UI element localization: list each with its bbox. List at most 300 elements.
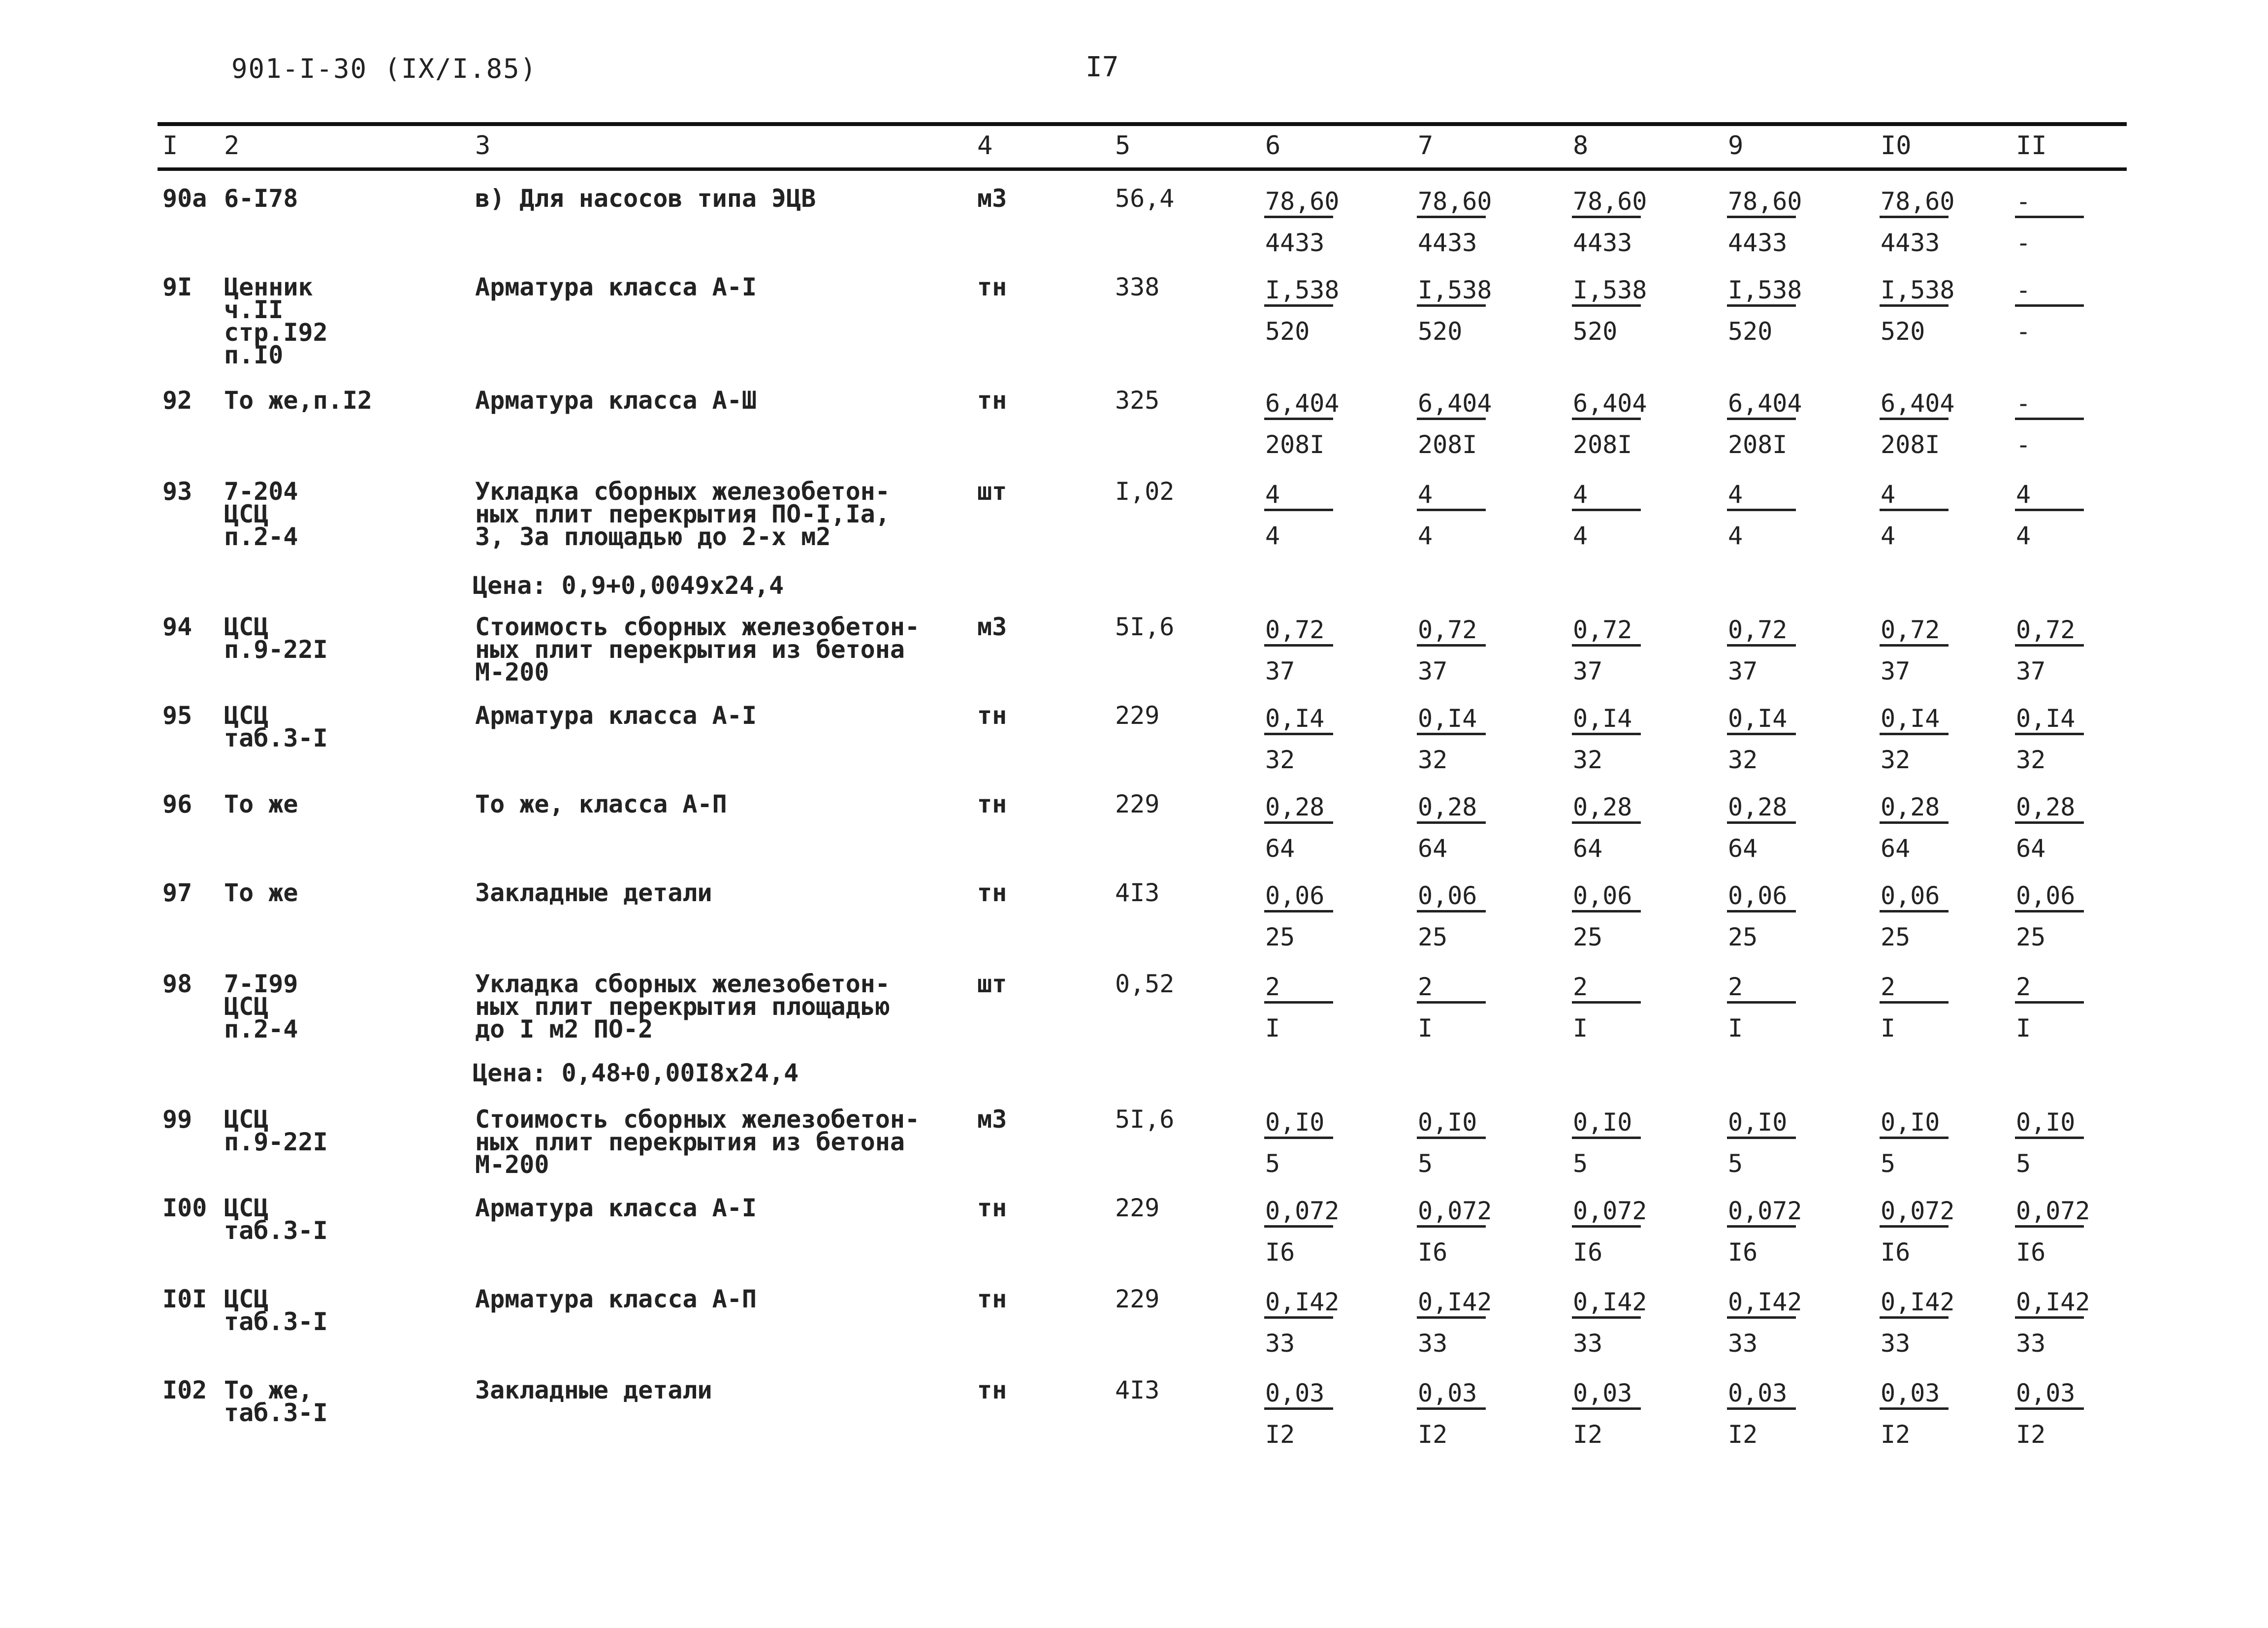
column-header-10: I0 xyxy=(1881,131,1912,161)
fraction-bar xyxy=(1880,1001,1949,1004)
fraction-bar xyxy=(2015,216,2084,218)
fraction-bar xyxy=(2015,910,2084,912)
column-header-2: 2 xyxy=(224,131,240,161)
value-denominator: 64 xyxy=(2016,834,2046,863)
work-description: Арматура класса А-I xyxy=(475,701,757,730)
basis-code: ЦСЦ xyxy=(224,992,269,1021)
value-numerator: - xyxy=(2016,389,2031,418)
unit: тн xyxy=(977,1194,1007,1222)
fraction-bar xyxy=(1417,910,1486,912)
quantity: 229 xyxy=(1115,1194,1160,1222)
value-denominator: 5 xyxy=(1418,1149,1433,1178)
basis-code: таб.3-I xyxy=(224,724,328,752)
value-denominator: 33 xyxy=(1728,1329,1758,1358)
value-numerator: 0,072 xyxy=(1418,1197,1492,1225)
value-denominator: I6 xyxy=(1573,1238,1603,1267)
value-numerator: 6,404 xyxy=(1418,389,1492,418)
value-numerator: 0,I0 xyxy=(1728,1108,1788,1137)
fraction-bar xyxy=(2015,1137,2084,1139)
fraction-bar xyxy=(1880,1225,1949,1228)
value-numerator: 4 xyxy=(1265,480,1280,509)
value-numerator: I,538 xyxy=(1418,276,1492,304)
value-numerator: 0,I0 xyxy=(1418,1108,1477,1137)
work-description: ных плит перекрытия из бетона xyxy=(475,635,905,664)
value-numerator: 0,72 xyxy=(2016,616,2076,644)
value-denominator: 5 xyxy=(1573,1149,1588,1178)
value-numerator: 0,I4 xyxy=(1881,704,1940,733)
value-numerator: 0,I42 xyxy=(1728,1288,1802,1316)
table-header-rule xyxy=(158,167,2127,171)
quantity: 56,4 xyxy=(1115,184,1175,213)
value-denominator: 32 xyxy=(2016,746,2046,774)
value-numerator: I,538 xyxy=(1573,276,1647,304)
value-denominator: I xyxy=(1418,1014,1433,1042)
fraction-bar xyxy=(1264,910,1333,912)
fraction-bar xyxy=(1264,1137,1333,1139)
value-numerator: 0,06 xyxy=(1881,881,1940,910)
value-numerator: 0,06 xyxy=(1418,881,1477,910)
value-numerator: 0,I42 xyxy=(1573,1288,1647,1316)
fraction-bar xyxy=(1880,418,1949,420)
work-description: ных плит перекрытия из бетона xyxy=(475,1128,905,1156)
value-numerator: 0,I42 xyxy=(1418,1288,1492,1316)
value-numerator: 0,I4 xyxy=(1573,704,1632,733)
value-numerator: 4 xyxy=(1418,480,1433,509)
value-numerator: 2 xyxy=(2016,973,2031,1001)
fraction-bar xyxy=(1880,733,1949,735)
value-denominator: 4 xyxy=(1265,521,1280,550)
basis-code: Ценник xyxy=(224,273,313,301)
work-description: М-200 xyxy=(475,1150,549,1179)
document-code: 901-I-30 (IX/I.85) xyxy=(231,53,538,84)
work-description: Арматура класса А-I xyxy=(475,273,757,301)
basis-code: таб.3-I xyxy=(224,1399,328,1427)
value-denominator: I2 xyxy=(1881,1420,1911,1449)
row-number: 96 xyxy=(162,790,192,818)
page-number: I7 xyxy=(1086,51,1119,83)
unit: м3 xyxy=(977,613,1007,641)
value-denominator: I2 xyxy=(1418,1420,1448,1449)
work-description: Укладка сборных железобетон- xyxy=(475,970,890,998)
fraction-bar xyxy=(1727,821,1796,824)
table-top-rule xyxy=(158,122,2127,126)
value-numerator: 0,72 xyxy=(1881,616,1940,644)
value-denominator: 4 xyxy=(2016,521,2031,550)
value-denominator: 25 xyxy=(1418,923,1448,951)
value-numerator: 0,28 xyxy=(1418,793,1477,821)
value-numerator: 0,06 xyxy=(2016,881,2076,910)
quantity: 4I3 xyxy=(1115,1376,1160,1404)
fraction-bar xyxy=(1417,304,1486,307)
work-description: ных плит перекрытия площадью xyxy=(475,992,890,1021)
value-numerator: 0,072 xyxy=(1728,1197,1802,1225)
fraction-bar xyxy=(2015,1407,2084,1410)
value-denominator: 208I xyxy=(1728,430,1788,459)
column-header-8: 8 xyxy=(1573,131,1589,161)
basis-code: п.9-22I xyxy=(224,635,328,664)
price-formula: Цена: 0,48+0,00I8х24,4 xyxy=(473,1059,799,1087)
fraction-bar xyxy=(2015,1001,2084,1004)
value-numerator: 0,03 xyxy=(1573,1379,1632,1407)
value-numerator: 0,072 xyxy=(1265,1197,1340,1225)
fraction-bar xyxy=(1417,509,1486,511)
fraction-bar xyxy=(1417,821,1486,824)
fraction-bar xyxy=(2015,733,2084,735)
fraction-bar xyxy=(1264,1316,1333,1319)
value-numerator: 0,03 xyxy=(1728,1379,1788,1407)
unit: тн xyxy=(977,1285,1007,1313)
value-numerator: 0,28 xyxy=(1573,793,1632,821)
value-numerator: 4 xyxy=(1881,480,1896,509)
value-denominator: 64 xyxy=(1265,834,1295,863)
value-numerator: 0,I0 xyxy=(1881,1108,1940,1137)
fraction-bar xyxy=(1572,216,1641,218)
basis-code: п.9-22I xyxy=(224,1128,328,1156)
work-description: в) Для насосов типа ЭЦВ xyxy=(475,184,816,213)
value-numerator: 0,I0 xyxy=(2016,1108,2076,1137)
value-numerator: 0,072 xyxy=(1881,1197,1955,1225)
value-denominator: 25 xyxy=(1881,923,1911,951)
value-denominator: 33 xyxy=(1265,1329,1295,1358)
value-numerator: 78,60 xyxy=(1573,187,1647,216)
row-number: 95 xyxy=(162,701,192,730)
value-numerator: 4 xyxy=(1728,480,1743,509)
value-denominator: 208I xyxy=(1573,430,1632,459)
value-denominator: I6 xyxy=(1881,1238,1911,1267)
fraction-bar xyxy=(2015,1316,2084,1319)
value-denominator: 208I xyxy=(1418,430,1477,459)
value-numerator: 2 xyxy=(1573,973,1588,1001)
value-denominator: 520 xyxy=(1573,317,1618,346)
value-denominator: 64 xyxy=(1881,834,1911,863)
fraction-bar xyxy=(2015,644,2084,647)
value-numerator: 4 xyxy=(2016,480,2031,509)
value-denominator: 4 xyxy=(1881,521,1896,550)
value-numerator: 6,404 xyxy=(1728,389,1802,418)
fraction-bar xyxy=(1417,418,1486,420)
value-numerator: 0,03 xyxy=(1418,1379,1477,1407)
unit: шт xyxy=(977,970,1007,998)
value-numerator: 2 xyxy=(1881,973,1896,1001)
quantity: 0,52 xyxy=(1115,970,1175,998)
basis-code: таб.3-I xyxy=(224,1307,328,1336)
value-numerator: 0,I4 xyxy=(1265,704,1325,733)
value-denominator: 37 xyxy=(1418,657,1448,685)
work-description: Арматура класса А-П xyxy=(475,1285,757,1313)
fraction-bar xyxy=(1880,216,1949,218)
value-denominator: 4433 xyxy=(1728,228,1788,257)
fraction-bar xyxy=(1417,1316,1486,1319)
fraction-bar xyxy=(1572,1001,1641,1004)
fraction-bar xyxy=(1572,733,1641,735)
fraction-bar xyxy=(1572,1407,1641,1410)
column-header-1: I xyxy=(162,131,178,161)
value-denominator: I2 xyxy=(1573,1420,1603,1449)
value-denominator: I2 xyxy=(1265,1420,1295,1449)
value-denominator: 64 xyxy=(1728,834,1758,863)
value-denominator: 32 xyxy=(1728,746,1758,774)
quantity: I,02 xyxy=(1115,477,1175,506)
value-denominator: I6 xyxy=(1265,1238,1295,1267)
column-header-4: 4 xyxy=(977,131,993,161)
value-denominator: 520 xyxy=(1265,317,1310,346)
fraction-bar xyxy=(1880,1316,1949,1319)
value-numerator: 0,28 xyxy=(1881,793,1940,821)
unit: тн xyxy=(977,701,1007,730)
basis-code: То же xyxy=(224,879,298,907)
value-numerator: 0,I42 xyxy=(1265,1288,1340,1316)
value-numerator: 0,I0 xyxy=(1573,1108,1632,1137)
fraction-bar xyxy=(2015,509,2084,511)
value-denominator: 32 xyxy=(1573,746,1603,774)
work-description: до I м2 ПО-2 xyxy=(475,1015,653,1043)
row-number: 90a xyxy=(162,184,207,213)
value-numerator: 0,72 xyxy=(1418,616,1477,644)
quantity: 5I,6 xyxy=(1115,1105,1175,1134)
fraction-bar xyxy=(2015,1225,2084,1228)
value-denominator: 32 xyxy=(1265,746,1295,774)
basis-code: 6-I78 xyxy=(224,184,298,213)
work-description: 3, 3а площадью до 2-х м2 xyxy=(475,522,831,551)
fraction-bar xyxy=(1727,733,1796,735)
value-denominator: I2 xyxy=(2016,1420,2046,1449)
value-denominator: 5 xyxy=(1728,1149,1743,1178)
basis-code: 7-I99 xyxy=(224,970,298,998)
value-denominator: 5 xyxy=(2016,1149,2031,1178)
fraction-bar xyxy=(1264,1407,1333,1410)
fraction-bar xyxy=(1727,304,1796,307)
work-description: Арматура класса А-Ш xyxy=(475,386,757,415)
row-number: 99 xyxy=(162,1105,192,1134)
row-number: 97 xyxy=(162,879,192,907)
value-denominator: 33 xyxy=(1881,1329,1911,1358)
work-description: Стоимость сборных железобетон- xyxy=(475,613,920,641)
quantity: 5I,6 xyxy=(1115,613,1175,641)
value-numerator: 0,72 xyxy=(1728,616,1788,644)
value-denominator: 37 xyxy=(1881,657,1911,685)
value-denominator: 37 xyxy=(1265,657,1295,685)
value-numerator: 2 xyxy=(1265,973,1280,1001)
work-description: Арматура класса А-I xyxy=(475,1194,757,1222)
quantity: 338 xyxy=(1115,273,1160,301)
fraction-bar xyxy=(1264,418,1333,420)
value-numerator: 0,72 xyxy=(1573,616,1632,644)
value-denominator: - xyxy=(2016,430,2031,459)
value-denominator: I xyxy=(2016,1014,2031,1042)
value-numerator: 0,072 xyxy=(1573,1197,1647,1225)
value-numerator: 0,06 xyxy=(1573,881,1632,910)
value-numerator: - xyxy=(2016,187,2031,216)
value-numerator: 0,I42 xyxy=(2016,1288,2090,1316)
value-numerator: I,538 xyxy=(1265,276,1340,304)
value-numerator: 0,I4 xyxy=(2016,704,2076,733)
fraction-bar xyxy=(1572,304,1641,307)
fraction-bar xyxy=(1264,644,1333,647)
basis-code: ч.II xyxy=(224,295,284,324)
value-numerator: 78,60 xyxy=(1265,187,1340,216)
value-denominator: I xyxy=(1573,1014,1588,1042)
row-number: 93 xyxy=(162,477,192,506)
value-numerator: 0,03 xyxy=(1881,1379,1940,1407)
quantity: 229 xyxy=(1115,701,1160,730)
fraction-bar xyxy=(1417,733,1486,735)
column-header-9: 9 xyxy=(1728,131,1744,161)
work-description: Укладка сборных железобетон- xyxy=(475,477,890,506)
value-numerator: 0,06 xyxy=(1728,881,1788,910)
fraction-bar xyxy=(1727,1137,1796,1139)
fraction-bar xyxy=(1264,733,1333,735)
basis-code: 7-204 xyxy=(224,477,298,506)
value-numerator: 0,I4 xyxy=(1418,704,1477,733)
fraction-bar xyxy=(1880,304,1949,307)
value-denominator: 37 xyxy=(1728,657,1758,685)
basis-code: То же, xyxy=(224,1376,313,1404)
fraction-bar xyxy=(1417,644,1486,647)
work-description: ных плит перекрытия ПО-I,Iа, xyxy=(475,500,890,528)
value-denominator: 33 xyxy=(2016,1329,2046,1358)
unit: тн xyxy=(977,1376,1007,1404)
basis-code: ЦСЦ xyxy=(224,500,269,528)
value-denominator: - xyxy=(2016,228,2031,257)
row-number: I0I xyxy=(162,1285,207,1313)
work-description: Закладные детали xyxy=(475,1376,712,1404)
value-denominator: 32 xyxy=(1881,746,1911,774)
value-denominator: 64 xyxy=(1418,834,1448,863)
value-numerator: 0,28 xyxy=(1265,793,1325,821)
fraction-bar xyxy=(1572,1225,1641,1228)
quantity: 4I3 xyxy=(1115,879,1160,907)
unit: шт xyxy=(977,477,1007,506)
value-denominator: I xyxy=(1265,1014,1280,1042)
value-denominator: 25 xyxy=(1265,923,1295,951)
fraction-bar xyxy=(1727,509,1796,511)
row-number: 92 xyxy=(162,386,192,415)
unit: м3 xyxy=(977,184,1007,213)
basis-code: ЦСЦ xyxy=(224,1105,269,1134)
value-numerator: 0,I42 xyxy=(1881,1288,1955,1316)
basis-code: ЦСЦ xyxy=(224,1194,269,1222)
value-numerator: 0,06 xyxy=(1265,881,1325,910)
value-denominator: I xyxy=(1881,1014,1896,1042)
fraction-bar xyxy=(2015,304,2084,307)
value-denominator: 25 xyxy=(1573,923,1603,951)
value-numerator: 0,72 xyxy=(1265,616,1325,644)
value-numerator: 2 xyxy=(1418,973,1433,1001)
value-denominator: 4 xyxy=(1418,521,1433,550)
value-denominator: 25 xyxy=(1728,923,1758,951)
row-number: 9I xyxy=(162,273,192,301)
fraction-bar xyxy=(1264,216,1333,218)
value-numerator: 6,404 xyxy=(1573,389,1647,418)
value-denominator: 4433 xyxy=(1573,228,1632,257)
unit: м3 xyxy=(977,1105,1007,1134)
fraction-bar xyxy=(1880,509,1949,511)
fraction-bar xyxy=(2015,821,2084,824)
value-denominator: 4433 xyxy=(1881,228,1940,257)
value-denominator: I2 xyxy=(1728,1420,1758,1449)
value-numerator: 0,03 xyxy=(2016,1379,2076,1407)
value-numerator: 2 xyxy=(1728,973,1743,1001)
value-numerator: 0,28 xyxy=(2016,793,2076,821)
value-denominator: - xyxy=(2016,317,2031,346)
fraction-bar xyxy=(1880,1137,1949,1139)
value-denominator: I6 xyxy=(2016,1238,2046,1267)
fraction-bar xyxy=(1727,1316,1796,1319)
value-denominator: 5 xyxy=(1265,1149,1280,1178)
fraction-bar xyxy=(1417,1225,1486,1228)
fraction-bar xyxy=(1727,418,1796,420)
work-description: Стоимость сборных железобетон- xyxy=(475,1105,920,1134)
quantity: 229 xyxy=(1115,1285,1160,1313)
fraction-bar xyxy=(1727,644,1796,647)
work-description: М-200 xyxy=(475,658,549,686)
value-denominator: 208I xyxy=(1265,430,1325,459)
value-numerator: 78,60 xyxy=(1728,187,1802,216)
fraction-bar xyxy=(1572,418,1641,420)
value-numerator: 6,404 xyxy=(1881,389,1955,418)
fraction-bar xyxy=(1264,1001,1333,1004)
price-formula: Цена: 0,9+0,0049х24,4 xyxy=(473,571,784,600)
value-numerator: 78,60 xyxy=(1418,187,1492,216)
fraction-bar xyxy=(1880,644,1949,647)
value-denominator: 37 xyxy=(1573,657,1603,685)
value-denominator: I6 xyxy=(1728,1238,1758,1267)
basis-code: То же,п.I2 xyxy=(224,386,373,415)
fraction-bar xyxy=(1880,910,1949,912)
column-header-5: 5 xyxy=(1115,131,1131,161)
fraction-bar xyxy=(1572,1137,1641,1139)
unit: тн xyxy=(977,273,1007,301)
value-numerator: I,538 xyxy=(1728,276,1802,304)
row-number: 98 xyxy=(162,970,192,998)
unit: тн xyxy=(977,879,1007,907)
fraction-bar xyxy=(1572,821,1641,824)
fraction-bar xyxy=(1727,1407,1796,1410)
value-numerator: 0,I4 xyxy=(1728,704,1788,733)
value-denominator: 208I xyxy=(1881,430,1940,459)
fraction-bar xyxy=(1264,304,1333,307)
fraction-bar xyxy=(1727,1001,1796,1004)
value-numerator: 0,I0 xyxy=(1265,1108,1325,1137)
basis-code: То же xyxy=(224,790,298,818)
value-denominator: 4 xyxy=(1573,521,1588,550)
work-description: Закладные детали xyxy=(475,879,712,907)
value-numerator: 0,072 xyxy=(2016,1197,2090,1225)
basis-code: п.2-4 xyxy=(224,1015,298,1043)
work-description: То же, класса А-П xyxy=(475,790,727,818)
basis-code: п.I0 xyxy=(224,341,284,369)
fraction-bar xyxy=(1417,1001,1486,1004)
fraction-bar xyxy=(2015,418,2084,420)
fraction-bar xyxy=(1572,910,1641,912)
row-number: I02 xyxy=(162,1376,207,1404)
value-denominator: 520 xyxy=(1418,317,1463,346)
value-denominator: 4 xyxy=(1728,521,1743,550)
row-number: I00 xyxy=(162,1194,207,1222)
fraction-bar xyxy=(1727,1225,1796,1228)
value-denominator: 25 xyxy=(2016,923,2046,951)
unit: тн xyxy=(977,386,1007,415)
value-denominator: 5 xyxy=(1881,1149,1896,1178)
basis-code: ЦСЦ xyxy=(224,1285,269,1313)
fraction-bar xyxy=(1880,1407,1949,1410)
value-denominator: 520 xyxy=(1728,317,1773,346)
value-numerator: 6,404 xyxy=(1265,389,1340,418)
value-denominator: 4433 xyxy=(1418,228,1477,257)
basis-code: стр.I92 xyxy=(224,318,328,347)
quantity: 325 xyxy=(1115,386,1160,415)
fraction-bar xyxy=(1727,216,1796,218)
